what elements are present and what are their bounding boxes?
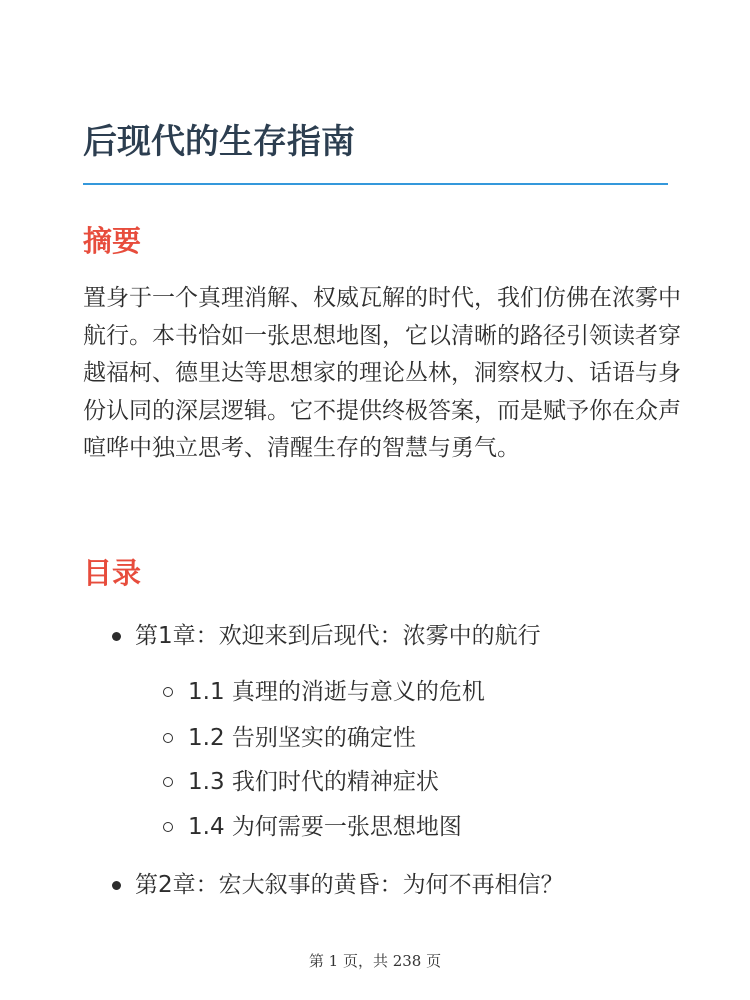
bullet-dot-icon	[112, 881, 121, 890]
bullet-ring-icon	[163, 777, 173, 787]
toc-section-1-3[interactable]: 1.3 我们时代的精神症状	[188, 769, 439, 795]
toc-section-1-1[interactable]: 1.1 真理的消逝与意义的危机	[188, 679, 485, 705]
toc-chapter-2[interactable]: 第2章：宏大叙事的黄昏：为何不再相信？	[135, 872, 564, 898]
bullet-ring-icon	[163, 687, 173, 697]
book-title: 后现代的生存指南	[83, 122, 355, 162]
bullet-dot-icon	[112, 632, 121, 641]
abstract-heading: 摘要	[83, 224, 142, 258]
toc-section-1-2[interactable]: 1.2 告别坚实的确定性	[188, 725, 416, 751]
abstract-body: 置身于一个真理消解、权威瓦解的时代，我们仿佛在浓雾中航行。本书恰如一张思想地图，它以清晰的路径引领读者穿越福柯、德里达等思想家的理论丛林，洞察权力、话语与身份认同的深层逻辑。它不提供终极答案，而是赋予你在众声喧哗中独立思考、清醒生存的智慧与勇气。	[83, 285, 681, 461]
toc-chapter-1[interactable]: 第1章：欢迎来到后现代：浓雾中的航行	[135, 623, 541, 649]
bullet-ring-icon	[163, 733, 173, 743]
toc-heading: 目录	[83, 556, 142, 590]
bullet-ring-icon	[163, 822, 173, 832]
page-number-footer: 第 1 页，共 238 页	[308, 952, 442, 970]
toc-section-1-4[interactable]: 1.4 为何需要一张思想地图	[188, 814, 462, 840]
